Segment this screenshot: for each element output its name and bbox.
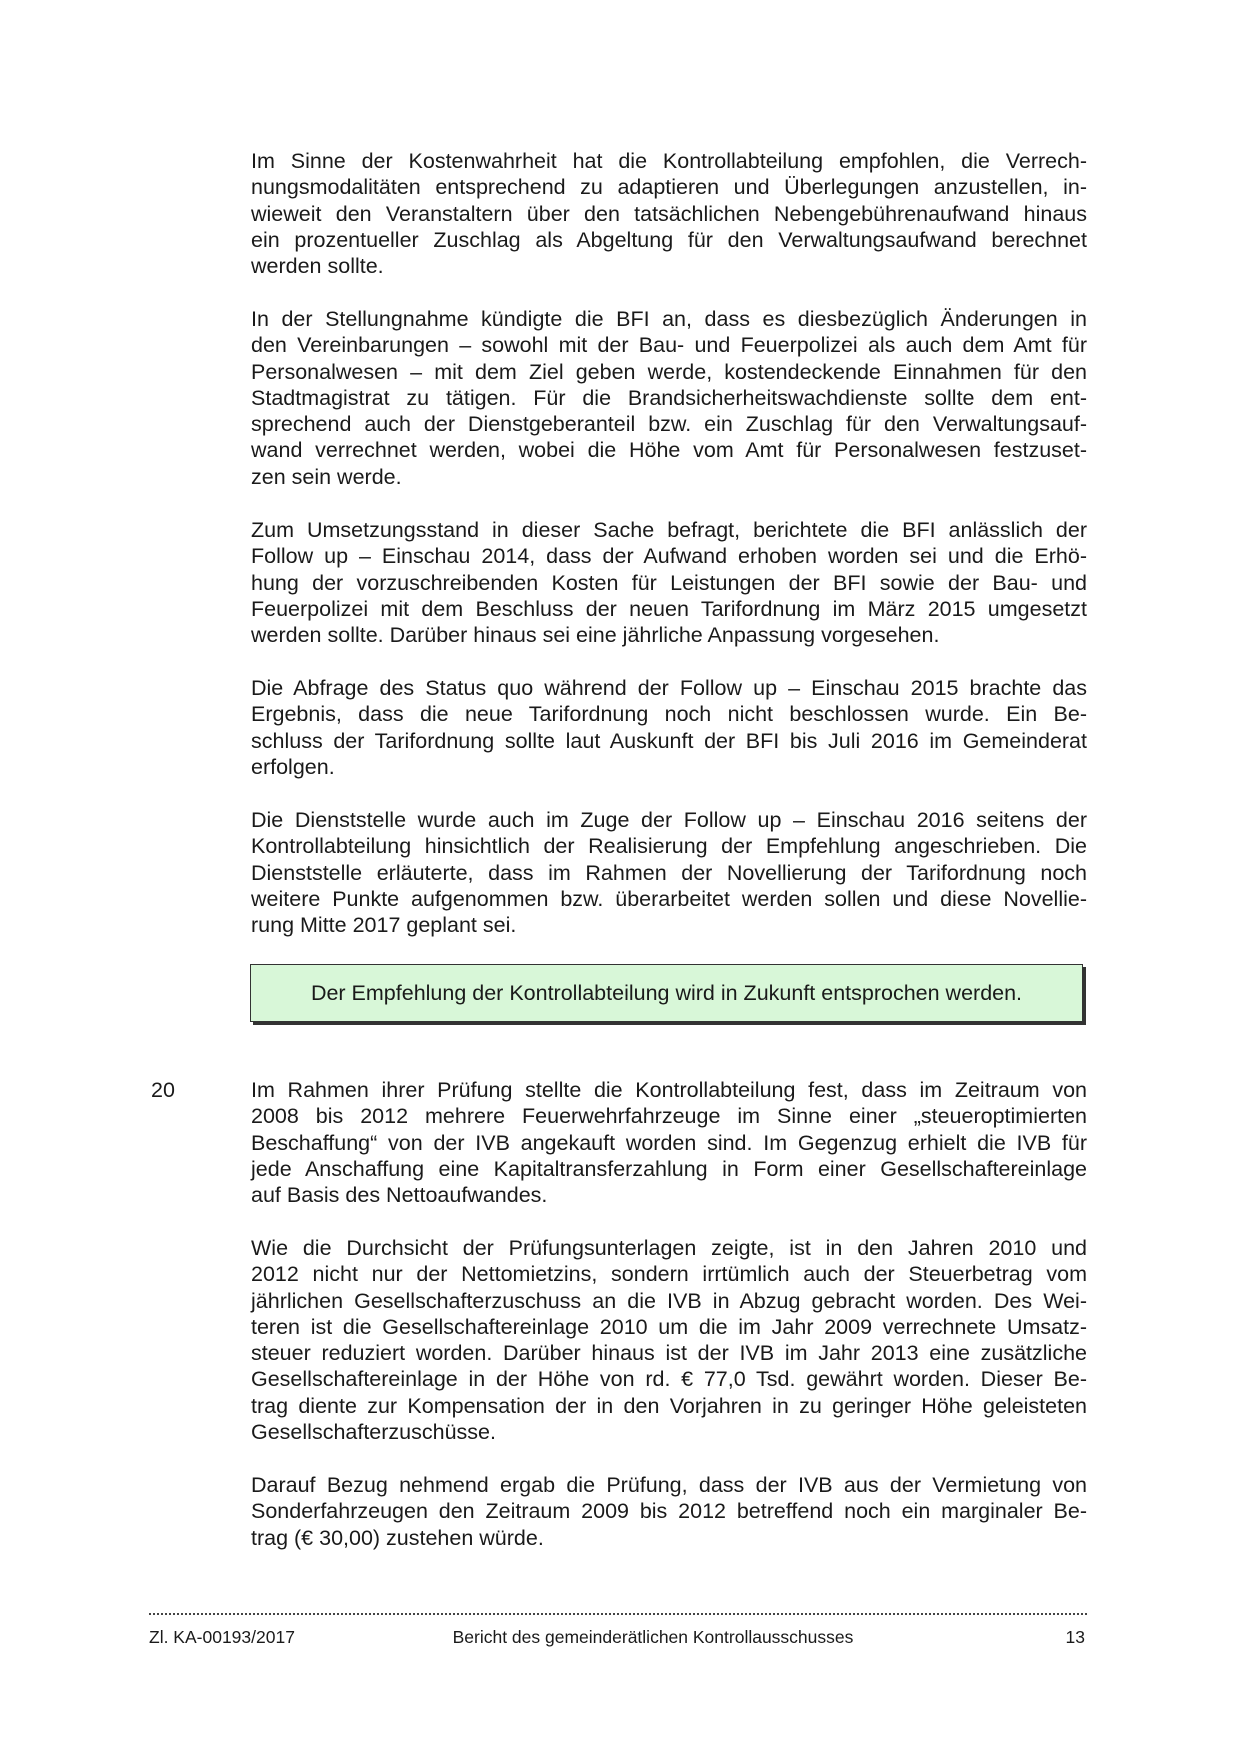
text-line: In der Stellungnahme kündigte die BFI an, dass es diesbezüglich Änderungen in — [251, 307, 1087, 331]
text-line: Ergebnis, dass die neue Tarifordnung noch nicht beschlossen wurde. Ein Be- — [251, 702, 1087, 727]
text-line: hung der vorzuschreibenden Kosten für Leistungen der BFI sowie der Bau- und — [251, 570, 1087, 595]
text-line: teren ist die Gesellschaftereinlage 2010 um die im Jahr 2009 verrechnete Umsatz- — [251, 1314, 1087, 1339]
text-line: werden sollte. Darüber hinaus sei eine jährliche Anpassung vorgesehen. — [251, 623, 940, 648]
text-line: Wie die Durchsicht der Prüfungsunterlagen zeigte, ist in den Jahren 2010 und — [251, 1236, 1087, 1260]
item-number: 20 — [151, 1078, 175, 1102]
paragraph-vermietung-sonderfahrzeuge — [251, 1472, 1087, 1551]
footer-document-number: Zl. KA-00193/2017 — [149, 1627, 295, 1647]
text-line: Personalwesen – mit dem Ziel geben werde, kostendeckende Einnahmen für den — [251, 359, 1087, 384]
text-line: Beschaffung“ von der IVB angekauft worden sind. Im Gegenzug erhielt die IVB für — [251, 1130, 1087, 1155]
text-line: Zum Umsetzungsstand in dieser Sache befragt, berichtete die BFI anlässlich der — [251, 518, 1087, 542]
text-line: Follow up – Einschau 2014, dass der Aufwand erhoben worden sei und die Erhö- — [251, 544, 1087, 569]
text-line: Die Dienststelle wurde auch im Zuge der Follow up – Einschau 2016 seitens der — [251, 808, 1087, 832]
paragraph-dienststelle — [251, 807, 1087, 938]
text-line: wand verrechnet werden, wobei die Höhe vom Amt für Personalwesen festzuset- — [251, 438, 1087, 463]
paragraph-stellungnahme — [251, 306, 1087, 490]
paragraph-pruefung-feuerwehrfahrzeuge — [251, 1077, 1087, 1208]
text-line: Sonderfahrzeugen den Zeitraum 2009 bis 2012 betreffend noch ein marginaler Be- — [251, 1499, 1087, 1524]
text-line: jährlichen Gesellschafterzuschuss an die IVB in Abzug gebracht worden. Des Wei- — [251, 1288, 1087, 1313]
paragraph-kostenwahrheit — [251, 148, 1087, 279]
text-line: erfolgen. — [251, 754, 335, 779]
text-line: Im Rahmen ihrer Prüfung stellte die Kontrollabteilung fest, dass im Zeitraum von — [251, 1078, 1087, 1102]
text-line: jede Anschaffung eine Kapitaltransferzahlung in Form einer Gesellschaftereinlage — [251, 1156, 1087, 1181]
text-line: rung Mitte 2017 geplant sei. — [251, 913, 517, 938]
text-line: Dienststelle erläuterte, dass im Rahmen der Novellierung der Tarifordnung noch — [251, 860, 1087, 885]
text-line: weitere Punkte aufgenommen bzw. überarbeitet werden sollen und diese Novellie- — [251, 886, 1087, 911]
page-number: 13 — [1065, 1627, 1085, 1647]
text-line: 2008 bis 2012 mehrere Feuerwehrfahrzeuge im Sinne einer „steueroptimierten — [251, 1104, 1087, 1129]
text-line: Gesellschaftereinlage in der Höhe von rd. € 77,0 Tsd. gewährt worden. Dieser Be- — [251, 1367, 1087, 1392]
text-line: Stadtmagistrat zu tätigen. Für die Brandsicherheitswachdienste sollte dem ent- — [251, 385, 1087, 410]
text-line: wieweit den Veranstaltern über den tatsächlichen Nebengebührenaufwand hinaus — [251, 201, 1087, 226]
text-line: zen sein werde. — [251, 464, 402, 489]
text-line: 2012 nicht nur der Nettomietzins, sondern irrtümlich auch der Steuerbetrag vom — [251, 1262, 1087, 1287]
text-line: trag (€ 30,00) zustehen würde. — [251, 1525, 544, 1550]
text-line: ein prozentueller Zuschlag als Abgeltung für den Verwaltungsaufwand berechnet — [251, 227, 1087, 252]
recommendation-text: Der Empfehlung der Kontrollabteilung wird in Zukunft entsprochen werden. — [310, 981, 1023, 1005]
paragraph-status-quo — [251, 675, 1087, 780]
text-line: auf Basis des Nettoaufwandes. — [251, 1183, 548, 1208]
text-line: steuer reduziert worden. Darüber hinaus ist der IVB im Jahr 2013 eine zusätzliche — [251, 1341, 1087, 1366]
text-line: werden sollte. — [251, 254, 384, 279]
text-line: Feuerpolizei mit dem Beschluss der neuen Tarifordnung im März 2015 umgesetzt — [251, 596, 1087, 621]
text-line: Kontrollabteilung hinsichtlich der Realisierung der Empfehlung angeschrieben. Die — [251, 834, 1087, 859]
text-line: Die Abfrage des Status quo während der Follow up – Einschau 2015 brachte das — [251, 676, 1087, 700]
paragraph-pruefungsunterlagen — [251, 1235, 1087, 1445]
text-line: trag diente zur Kompensation der in den Vorjahren in zu geringer Höhe geleisteten — [251, 1393, 1087, 1418]
footer-report-title: Bericht des gemeinderätlichen Kontrollausschusses — [452, 1627, 854, 1647]
footer-divider — [149, 1613, 1087, 1615]
recommendation-box — [250, 964, 1083, 1022]
text-line: den Vereinbarungen – sowohl mit der Bau- und Feuerpolizei als auch dem Amt für — [251, 333, 1087, 358]
text-line: nungsmodalitäten entsprechend zu adaptieren und Überlegungen anzustellen, in- — [251, 175, 1087, 200]
text-line: sprechend auch der Dienstgeberanteil bzw. ein Zuschlag für den Verwaltungsauf- — [251, 412, 1087, 437]
text-line: Im Sinne der Kostenwahrheit hat die Kontrollabteilung empfohlen, die Verrech- — [251, 149, 1087, 173]
text-line: Gesellschafterzuschüsse. — [251, 1420, 496, 1445]
text-line: Darauf Bezug nehmend ergab die Prüfung, dass der IVB aus der Vermietung von — [251, 1473, 1087, 1497]
paragraph-umsetzungsstand — [251, 517, 1087, 648]
text-line: schluss der Tarifordnung sollte laut Auskunft der BFI bis Juli 2016 im Gemeinderat — [251, 728, 1087, 753]
